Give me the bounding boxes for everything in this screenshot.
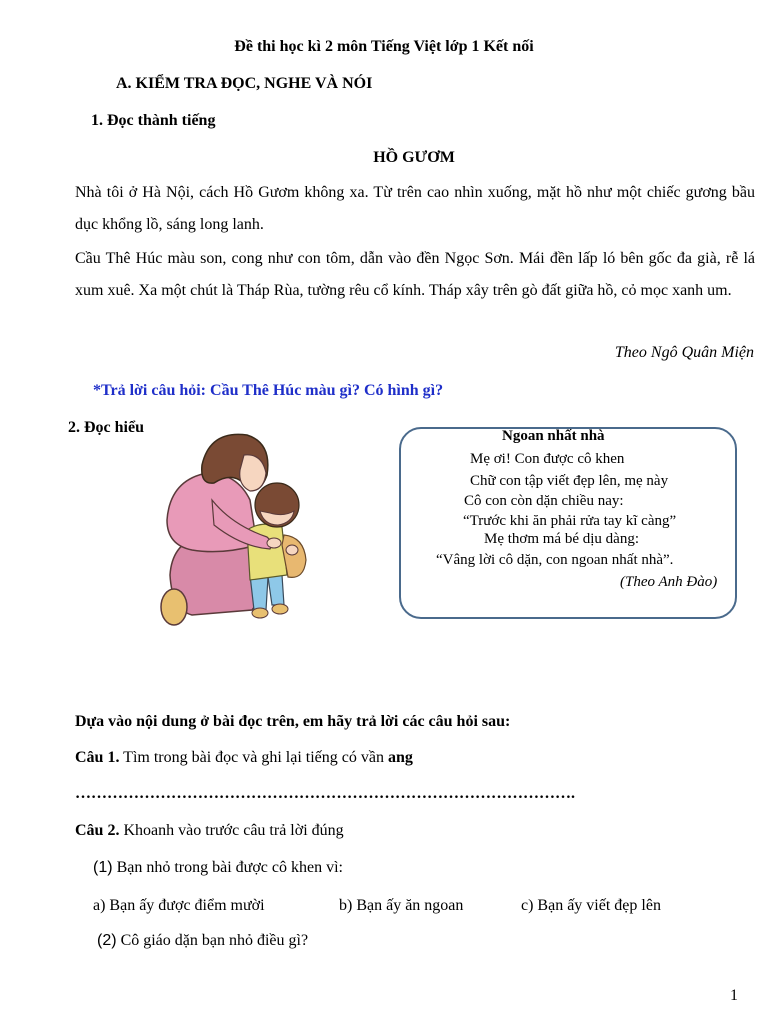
part-2-number: (2) [97, 932, 117, 949]
subsection-reading-aloud: 1. Đọc thành tiếng [91, 112, 216, 129]
poem-line: “Vâng lời cô dặn, con ngoan nhất nhà”. [436, 552, 674, 568]
poem-line: Mẹ ơi! Con được cô khen [470, 451, 625, 467]
answer-dotted-line: …………………………………………………………………………………. [75, 785, 575, 802]
question-2-text: Khoanh vào trước câu trả lời đúng [119, 822, 344, 839]
part-2-text: Cô giáo dặn bạn nhỏ điều gì? [116, 932, 309, 949]
section-a-heading: A. KIỂM TRA ĐỌC, NGHE VÀ NÓI [116, 75, 373, 92]
subsection-reading-comprehension: 2. Đọc hiểu [68, 419, 144, 436]
poem-line: Cô con còn dặn chiều nay: [464, 493, 624, 509]
story-paragraph-1: Nhà tôi ở Hà Nội, cách Hồ Gươm không xa. Từ trên cao nhìn xuống, mặt hồ như một chiếc gương bầu dục khổng lồ, sáng long lanh. [75, 184, 755, 233]
part-1-text: Bạn nhỏ trong bài được cô khen vì: [112, 859, 343, 876]
poem-line: “Trước khi ăn phải rửa tay kĩ càng” [463, 513, 677, 529]
page-number: 1 [730, 987, 738, 1004]
question-1-text: Tìm trong bài đọc và ghi lại tiếng có vần [119, 749, 388, 766]
question-2-label: Câu 2. [75, 822, 120, 839]
story-title: HỒ GƯƠM [373, 149, 455, 166]
part-1-number: (1) [93, 859, 113, 876]
mother-hugging-child-illustration [152, 425, 322, 635]
question-2-part-2 [97, 932, 308, 950]
option-c: c) Bạn ấy viết đẹp lên [521, 897, 661, 914]
poem-author: (Theo Anh Đào) [620, 574, 718, 590]
poem-title: Ngoan nhất nhà [502, 428, 605, 444]
question-1-rhyme: ang [387, 749, 413, 766]
question-1-label: Câu 1. [75, 749, 120, 766]
question-1 [75, 749, 413, 767]
question-2-part-1 [93, 859, 343, 877]
option-a: a) Bạn ấy được điểm mười [93, 897, 265, 914]
questions-instruction: Dựa vào nội dung ở bài đọc trên, em hãy trả lời các câu hỏi sau: [75, 713, 511, 730]
poem-box [399, 427, 737, 619]
story-paragraph-2: Cầu Thê Húc màu son, cong như con tôm, dẫn vào đền Ngọc Sơn. Mái đền lấp ló bên gốc đa già, rễ lá xum xuê. Xa một chút là Tháp Rùa, tường rêu cổ kính. Tháp xây trên gò đất giữa hồ, cỏ mọc xanh um. [75, 250, 755, 299]
story-source: Theo Ngô Quân Miện [614, 344, 754, 361]
poem-line: Chữ con tập viết đẹp lên, mẹ này [470, 473, 669, 489]
oral-question: *Trả lời câu hỏi: Cầu Thê Húc màu gì? Có hình gì? [93, 382, 444, 399]
poem-line: Mẹ thơm má bé dịu dàng: [484, 531, 639, 547]
question-2 [75, 822, 344, 840]
option-b: b) Bạn ấy ăn ngoan [339, 897, 464, 914]
document-title: Đề thi học kì 2 môn Tiếng Việt lớp 1 Kết nối [234, 38, 534, 55]
